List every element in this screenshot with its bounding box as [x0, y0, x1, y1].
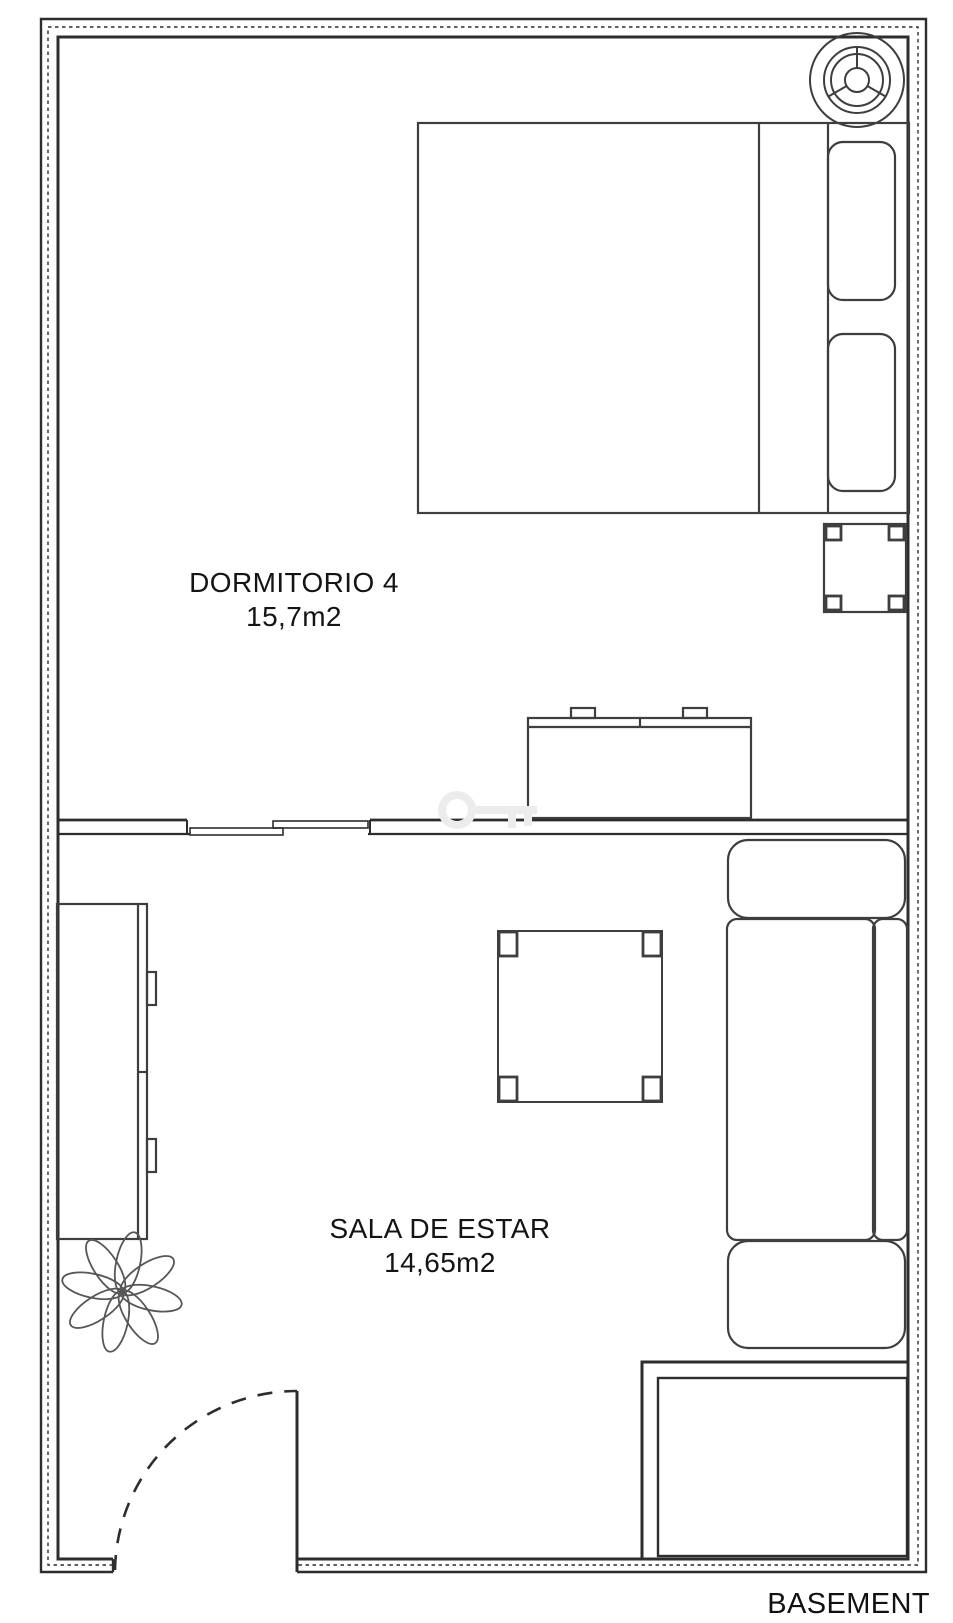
sofa-seat — [727, 919, 875, 1240]
bedroom-furniture — [418, 33, 909, 818]
ceiling-fan-icon — [810, 33, 904, 127]
coffee-table-outline — [498, 931, 662, 1102]
entry-door — [115, 1391, 297, 1572]
sofa-armrest-top — [728, 840, 905, 918]
bed-outline — [418, 123, 909, 513]
nightstand-outline — [824, 524, 906, 612]
pillow — [828, 334, 895, 491]
room-label-dormitorio — [164, 566, 424, 634]
entry-door-swing-arc — [115, 1391, 297, 1570]
room-name: DORMITORIO 4 — [189, 567, 399, 598]
dresser-knob — [683, 708, 707, 718]
walls — [41, 19, 926, 1572]
plant-icon — [60, 1230, 184, 1354]
staircase-wall — [642, 1362, 908, 1559]
partition-wall — [58, 820, 908, 834]
room-label-sala-de-estar — [310, 1212, 570, 1280]
sideboard — [57, 904, 156, 1239]
nightstand — [824, 524, 906, 612]
inner-wall-line — [58, 37, 908, 1559]
dresser-knob — [571, 708, 595, 718]
sofa-backrest — [873, 919, 907, 1240]
staircase — [642, 1362, 908, 1559]
room-area: 15,7m2 — [246, 601, 342, 632]
coffee-table-legs — [499, 932, 661, 1101]
sofa-armrest-bottom — [728, 1241, 905, 1348]
sliding-door-panel-left — [190, 828, 283, 835]
sideboard-body — [57, 904, 147, 1239]
fan-hub-circle — [845, 68, 869, 92]
coffee-table — [498, 931, 662, 1102]
plant-leaf — [79, 1234, 133, 1299]
dresser — [528, 708, 751, 818]
partition-wall-jambs — [187, 820, 370, 834]
nightstand-legs — [826, 526, 904, 610]
room-name: SALA DE ESTAR — [329, 1213, 551, 1244]
floor-level-label: BASEMENT — [767, 1588, 930, 1620]
watermark-key-icon — [442, 795, 537, 828]
plant-leaf — [115, 1249, 180, 1303]
room-area: 14,65m2 — [384, 1247, 496, 1278]
sofa — [727, 840, 907, 1348]
staircase-void — [658, 1378, 907, 1556]
pillow — [828, 142, 895, 300]
wall-insulation-dotted-line — [48, 27, 918, 1565]
sideboard-knob — [147, 972, 156, 1005]
outer-wall-line — [41, 19, 926, 1572]
sliding-door — [190, 821, 368, 835]
sliding-door-panel-right — [273, 821, 368, 828]
sideboard-knob — [147, 1139, 156, 1172]
dresser-body — [528, 718, 751, 818]
double-bed — [418, 123, 909, 513]
